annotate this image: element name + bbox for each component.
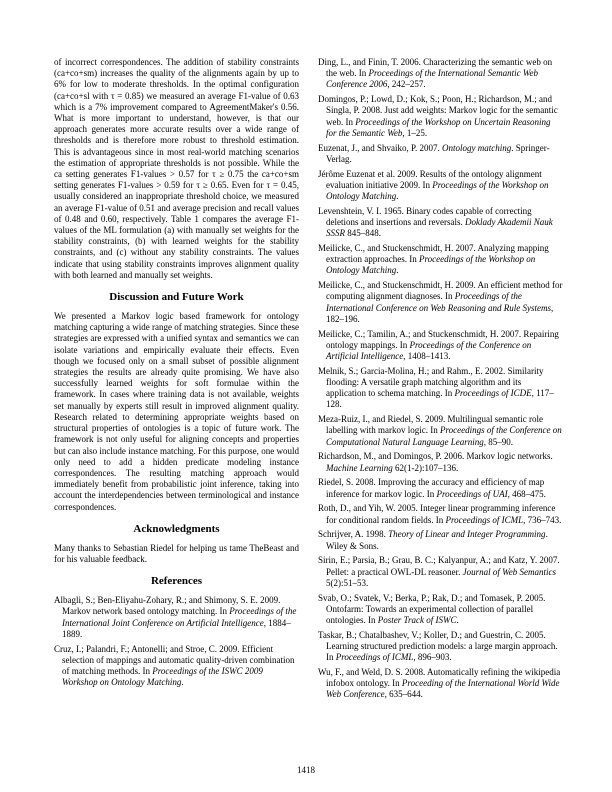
reference-item: Wu, F., and Weld, D. S. 2008. Automatically refining the wikipedia infobox ontology. In Proceeding of the International World Wide Web Conference, 635–644.	[318, 667, 561, 700]
reference-item: Euzenat, J., and Shvaiko, P. 2007. Ontology matching. Springer-Verlag.	[318, 142, 550, 164]
acknowledgments-heading: Acknowledgments	[133, 522, 220, 535]
left-column	[54, 57, 299, 692]
reference-item: Cruz, I.; Palandri, F.; Antonelli; and Stroe, C. 2009. Efficient selection of mappings and automatic quality-driven combination of matching methods. In Proceedings of the ISWC 2009 Workshop on Ontology Matching.	[54, 643, 295, 688]
intro-paragraph: of incorrect correspondences. The addition of stability constraints (ca+co+sm) increases the quality of the alignments again by up to 6% for low to moderate thresholds. In the optimal configuration (ca+co+sl with τ = 0.85) we measured an average F1-value of 0.63 which is a 7% improvement compared to AgreementMaker's 0.56. What is more important to understand, however, is that our approach generates more accurate results over a wide range of thresholds and is therefore more robust to threshold estimation. This is advantageous since in most real-world matching scenarios the estimation of appropriate thresholds is not possible. While the ca setting generates F1-values > 0.57 for τ ≥ 0.75 the ca+co+sm setting generates F1-values > 0.59 for τ ≥ 0.65. Even for τ = 0.45, usually considered an inappropriate threshold choice, we measured an average F1-value of 0.51 and average precision and recall values of 0.48 and 0.60, respectively. Table 1 compares the average F1-values of the ML formulation (a) with manually set weights for the stability constraints, (b) with learned weights for the stability constraints, and (c) without any stability constraints. The values indicate that using stability constraints improves alignment quality with both learned and manually set weights.	[54, 57, 299, 280]
references-heading: References	[150, 575, 203, 588]
reference-item: Melnik, S.; Garcia-Molina, H.; and Rahm., E. 2002. Similarity flooding: A versatile graph matching algorithm and its application to schema matching. In Proceedings of ICDE, 117–128.	[318, 365, 554, 410]
left-reference-list	[54, 595, 299, 688]
reference-item: Meza-Ruiz, I., and Riedel, S. 2009. Multilingual semantic role labelling with markov logic. In Proceedings of the Conference on Computational Natural Language Learning, 85–90.	[318, 414, 562, 447]
reference-item: Taskar, B.; Chatalbashev, V.; Koller, D.; and Guestrin, C. 2005. Learning structured prediction models: a large margin approach. In Proceedings of ICML, 896–903.	[318, 629, 558, 663]
reference-item: Roth, D., and Yih, W. 2005. Integer linear programming inference for conditional random fields. In Proceedings of ICML, 736–743.	[318, 503, 562, 525]
reference-item: Riedel, S. 2008. Improving the accuracy and efficiency of map inference for markov logic. In Proceedings of UAI, 468–475.	[318, 477, 546, 499]
reference-item: Jérôme Euzenat et al. 2009. Results of the ontology alignment evaluation initiative 2009. In Proceedings of the Workshop on Ontology Matching.	[318, 168, 549, 202]
reference-item: Svab, O.; Svatek, V.; Berka, P.; Rak, D.; and Tomasek, P. 2005. Ontofarm: Towards an experimental collection of parallel ontologies. In Poster Track of ISWC.	[318, 592, 546, 626]
reference-item: Sirin, E.; Parsia, B.; Grau, B. C.; Kalyanpur, A.; and Katz, Y. 2007. Pellet: a practical OWL-DL reasoner. Journal of Web Semantics 5(2):51–53.	[318, 555, 560, 588]
reference-item: Ding, L., and Finin, T. 2006. Characterizing the semantic web on the web. In Proceedings of the International Semantic Web Conference 2006, 242–257.	[318, 57, 553, 90]
acknowledgments-paragraph: Many thanks to Sebastian Riedel for helping us tame TheBeast and for his valuable feedback.	[54, 542, 299, 564]
reference-item: Meilicke, C., and Stuckenschmidt, H. 2009. An efficient method for computing alignment diagnoses. In Proceedings of the International Conference on Web Reasoning and Rule Systems, 182–196.	[318, 280, 563, 324]
right-reference-list	[318, 57, 563, 701]
reference-item: Richardson, M., and Domingos, P. 2006. Markov logic networks. Machine Learning 62(1-2):107–136.	[318, 451, 553, 473]
reference-item: Domingos, P.; Lowd, D.; Kok, S.; Poon, H.; Richardson, M.; and Singla, P. 2008. Just add weights: Markov logic for the semantic web. In Proceedings of the Workshop on Uncertain Reasoning for the Semantic Web, 1–25.	[318, 94, 558, 138]
page-number: 1418	[297, 765, 315, 775]
right-column	[318, 57, 563, 704]
reference-item: Albagli, S.; Ben-Eliyahu-Zohary, R.; and Shimony, S. E. 2009. Markov network based ontology matching. In Proceedings of the International Joint Conference on Artificial Intelligence, 1884–1889.	[54, 595, 297, 639]
reference-item: Meilicke, C.; Tamilin, A.; and Stuckenschmidt, H. 2007. Repairing ontology mappings. In Proceedings of the Conference on Artificial Intelligence, 1408–1413.	[318, 328, 559, 362]
reference-item: Levenshtein, V. I. 1965. Binary codes capable of correcting deletions and insertions and reversals. Doklady Akademii Nauk SSSR 845–848.	[318, 205, 553, 239]
reference-item: Meilicke, C., and Stuckenschmidt, H. 2007. Analyzing mapping extraction approaches. In Proceedings of the Workshop on Ontology Matching.	[318, 243, 549, 276]
reference-item: Schrijver, A. 1998. Theory of Linear and Integer Programming. Wiley & Sons.	[318, 529, 548, 551]
discussion-heading: Discussion and Future Work	[109, 291, 244, 304]
discussion-paragraph: We presented a Markov logic based framework for ontology matching capturing a wide range of matching strategies. Since these strategies are expressed with a unified syntax and semantics we can isolate variations and empirically evaluate their effects. Even though we focused only on a small subset of possible alignment strategies the results are already quite promising. We have also successfully learned weights for soft formulae within the framework. In cases where training data is not available, weights set manually by experts still result in improved alignment quality. Research related to determining appropriate weights based on structural properties of ontologies is a topic of future work. The framework is not only useful for aligning concepts and properties but can also include instance matching. For this purpose, one would only need to add a hidden predicate modeling instance correspondences. The resulting matching approach would immediately benefit from probabilistic joint inference, taking into account the interdependencies between terminological and instance correspondences.	[54, 311, 299, 512]
